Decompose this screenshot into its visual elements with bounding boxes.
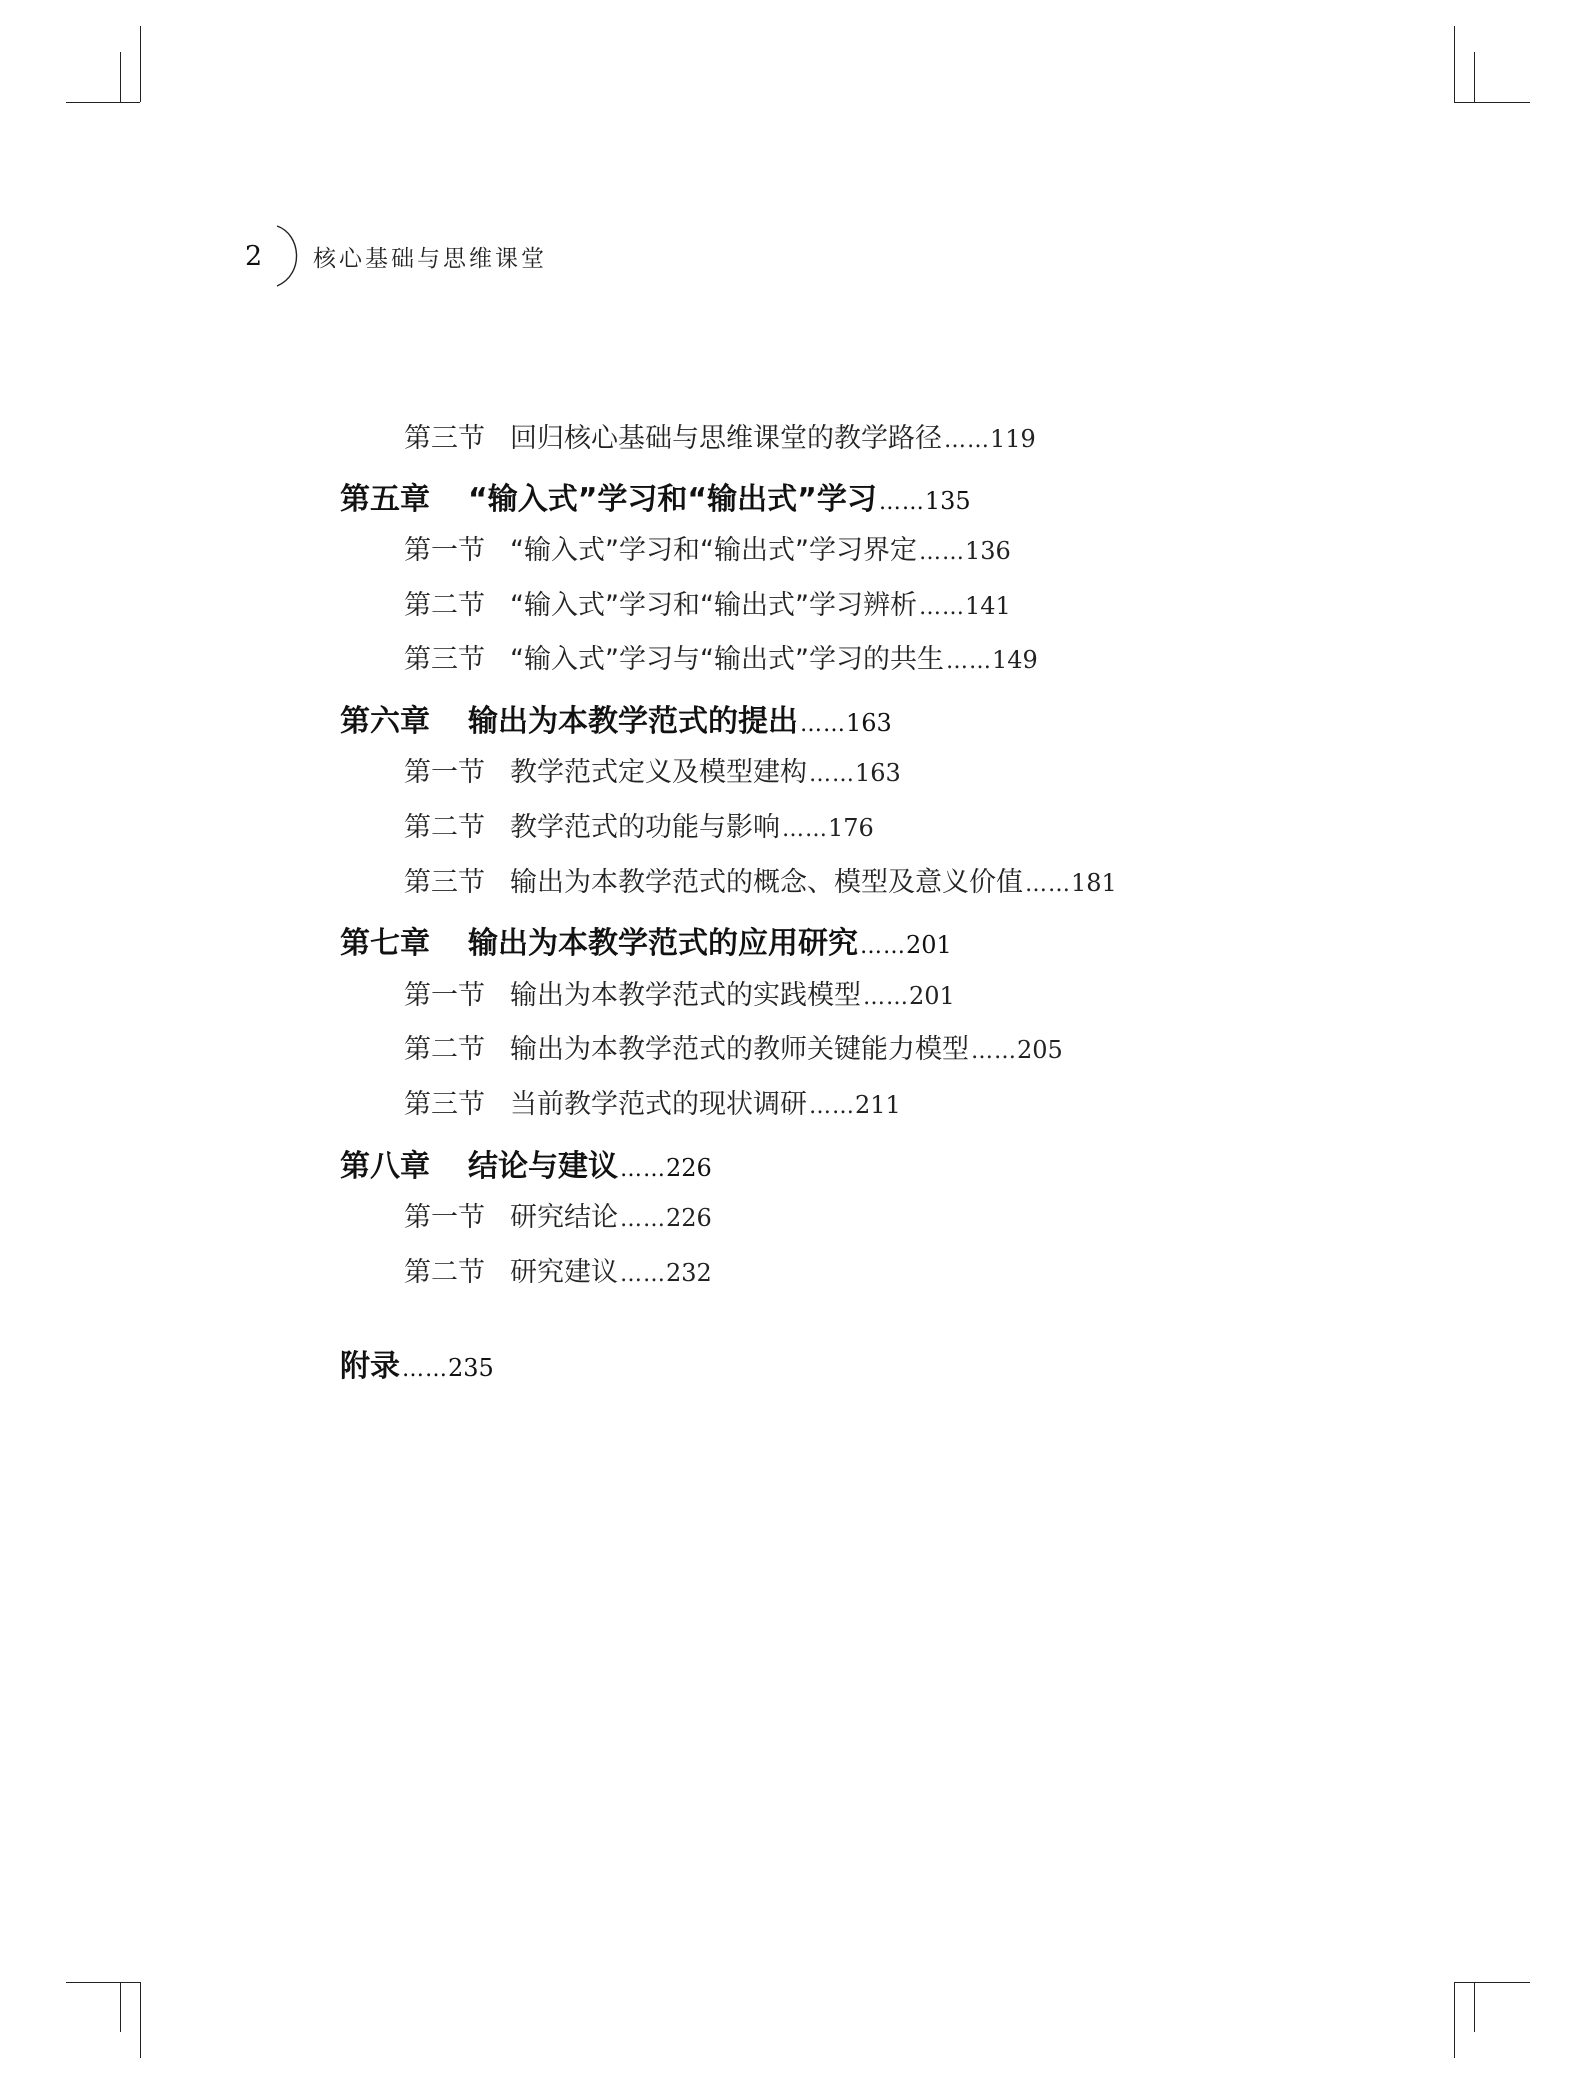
toc-chapter-entry bbox=[340, 1141, 712, 1185]
toc-entry-leader: …… bbox=[782, 817, 828, 842]
crop-mark-top-left-v bbox=[120, 52, 121, 102]
toc-entry-label: 第七章 bbox=[340, 926, 430, 961]
toc-entry-label: 第六章 bbox=[340, 704, 430, 739]
toc-entry-page-number: 232 bbox=[666, 1259, 712, 1287]
toc-entry-title: 输出为本教学范式的应用研究 bbox=[468, 926, 858, 961]
toc-entry-label: 第一节 bbox=[404, 980, 485, 1011]
toc-chapter-entry bbox=[340, 474, 971, 518]
toc-entry-title: 输出为本教学范式的概念、模型及意义价值 bbox=[510, 867, 1023, 898]
toc-entry-title: 当前教学范式的现状调研 bbox=[510, 1089, 807, 1120]
toc-entry-page-number: 205 bbox=[1017, 1036, 1063, 1064]
toc-entry-leader: …… bbox=[809, 762, 855, 787]
toc-appendix-entry bbox=[340, 1341, 494, 1385]
toc-section-entry bbox=[404, 1027, 1063, 1066]
toc-entry-page-number: 176 bbox=[828, 814, 874, 842]
toc-entry-label: 第二节 bbox=[404, 590, 485, 621]
toc-entry-page-number: 211 bbox=[855, 1091, 901, 1119]
toc-entry-leader: …… bbox=[944, 428, 990, 453]
toc-section-entry bbox=[404, 637, 1038, 676]
toc-entry-label: 第二节 bbox=[404, 812, 485, 843]
toc-entry-page-number: 136 bbox=[964, 537, 1011, 565]
toc-entry-leader: …… bbox=[878, 490, 925, 515]
toc-entry-label: 第八章 bbox=[340, 1149, 430, 1184]
book-title: 核心基础与思维课堂 bbox=[313, 245, 547, 272]
toc-entry-page-number: 141 bbox=[964, 592, 1011, 620]
toc-entry-page-number: 226 bbox=[666, 1154, 712, 1182]
crop-mark-bottom-left-v bbox=[120, 1982, 121, 2032]
toc-entry-title: 输出为本教学范式的教师关键能力模型 bbox=[510, 1034, 969, 1065]
toc-entry-title: 研究结论 bbox=[510, 1202, 618, 1233]
toc-entry-page-number: 163 bbox=[846, 709, 892, 737]
page-number: 2 bbox=[245, 240, 263, 272]
running-head-arc-icon bbox=[275, 224, 305, 288]
crop-mark-bottom-left-v2 bbox=[140, 1982, 141, 2058]
crop-mark-top-right-h bbox=[1454, 102, 1530, 103]
toc-entry-label: 第三节 bbox=[404, 644, 485, 675]
toc-chapter-entry bbox=[340, 696, 892, 740]
toc-entry-label: 第二节 bbox=[404, 1257, 485, 1288]
toc-entry-page-number: 201 bbox=[909, 982, 955, 1010]
toc-entry-title: “输入式”学习和“输出式”学习 bbox=[468, 482, 877, 517]
toc-entry-title: 研究建议 bbox=[510, 1257, 618, 1288]
toc-section-entry bbox=[404, 805, 874, 844]
toc-entry-leader: …… bbox=[860, 934, 906, 959]
toc-entry-page-number: 235 bbox=[448, 1354, 494, 1382]
toc-chapter-entry bbox=[340, 918, 952, 962]
toc-entry-title: “输入式”学习与“输出式”学习的共生 bbox=[510, 644, 944, 675]
toc-entry-leader: …… bbox=[1025, 872, 1071, 897]
toc-section-entry bbox=[404, 1250, 712, 1289]
crop-mark-bottom-left-h bbox=[66, 1982, 140, 1983]
crop-mark-top-left-v2 bbox=[140, 26, 141, 102]
toc-entry-page-number: 135 bbox=[924, 487, 971, 515]
toc-entry-label: 第一节 bbox=[404, 757, 485, 788]
toc-entry-page-number: 149 bbox=[991, 646, 1038, 674]
toc-entry-leader: …… bbox=[918, 595, 965, 620]
toc-entry-leader: …… bbox=[620, 1207, 666, 1232]
toc-entry-leader: …… bbox=[918, 540, 965, 565]
toc-entry-page-number: 181 bbox=[1071, 869, 1117, 897]
toc-entry-page-number: 226 bbox=[666, 1204, 712, 1232]
toc-entry-title: 附录 bbox=[340, 1349, 400, 1384]
toc-section-entry bbox=[404, 750, 901, 789]
toc-entry-leader: …… bbox=[945, 649, 992, 674]
toc-entry-leader: …… bbox=[402, 1357, 448, 1382]
crop-mark-top-right-v bbox=[1454, 26, 1455, 102]
toc-section-entry bbox=[404, 583, 1011, 622]
toc-entry-title: 结论与建议 bbox=[468, 1149, 618, 1184]
toc-entry-label: 第三节 bbox=[404, 423, 485, 454]
toc-entry-leader: …… bbox=[971, 1039, 1017, 1064]
toc-entry-page-number: 201 bbox=[906, 931, 952, 959]
toc-entry-leader: …… bbox=[620, 1262, 666, 1287]
toc-entry-label: 第一节 bbox=[404, 1202, 485, 1233]
toc-section-entry bbox=[404, 973, 955, 1012]
crop-mark-top-right-v2 bbox=[1474, 52, 1475, 102]
toc-section-entry bbox=[404, 1195, 712, 1234]
toc-entry-page-number: 163 bbox=[855, 759, 901, 787]
toc-entry-label: 第二节 bbox=[404, 1034, 485, 1065]
running-head bbox=[245, 226, 547, 286]
toc-entry-label: 第三节 bbox=[404, 1089, 485, 1120]
toc-entry-title: 回归核心基础与思维课堂的教学路径 bbox=[510, 423, 942, 454]
crop-mark-bottom-right-v bbox=[1454, 1982, 1455, 2058]
toc-entry-leader: …… bbox=[620, 1157, 666, 1182]
toc-entry-title: 教学范式定义及模型建构 bbox=[510, 757, 807, 788]
toc-entry-leader: …… bbox=[800, 712, 846, 737]
crop-mark-bottom-right-h bbox=[1454, 1982, 1530, 1983]
toc-entry-label: 第五章 bbox=[340, 482, 430, 517]
toc-entry-title: “输入式”学习和“输出式”学习辨析 bbox=[510, 590, 917, 621]
toc-section-entry bbox=[404, 860, 1117, 899]
toc-entry-leader: …… bbox=[863, 985, 909, 1010]
toc-section-entry bbox=[404, 416, 1036, 455]
toc-entry-label: 第一节 bbox=[404, 535, 485, 566]
toc-entry-page-number: 119 bbox=[990, 425, 1036, 453]
toc-entry-label: 第三节 bbox=[404, 867, 485, 898]
toc-entry-title: 输出为本教学范式的实践模型 bbox=[510, 980, 861, 1011]
toc-entry-title: 教学范式的功能与影响 bbox=[510, 812, 780, 843]
toc-section-entry bbox=[404, 528, 1011, 567]
crop-mark-top-left-h bbox=[66, 102, 140, 103]
toc-entry-leader: …… bbox=[809, 1094, 855, 1119]
toc-entry-title: “输入式”学习和“输出式”学习界定 bbox=[510, 535, 917, 566]
crop-mark-bottom-right-v2 bbox=[1474, 1982, 1475, 2032]
toc-entry-title: 输出为本教学范式的提出 bbox=[468, 704, 798, 739]
toc-section-entry bbox=[404, 1082, 901, 1121]
